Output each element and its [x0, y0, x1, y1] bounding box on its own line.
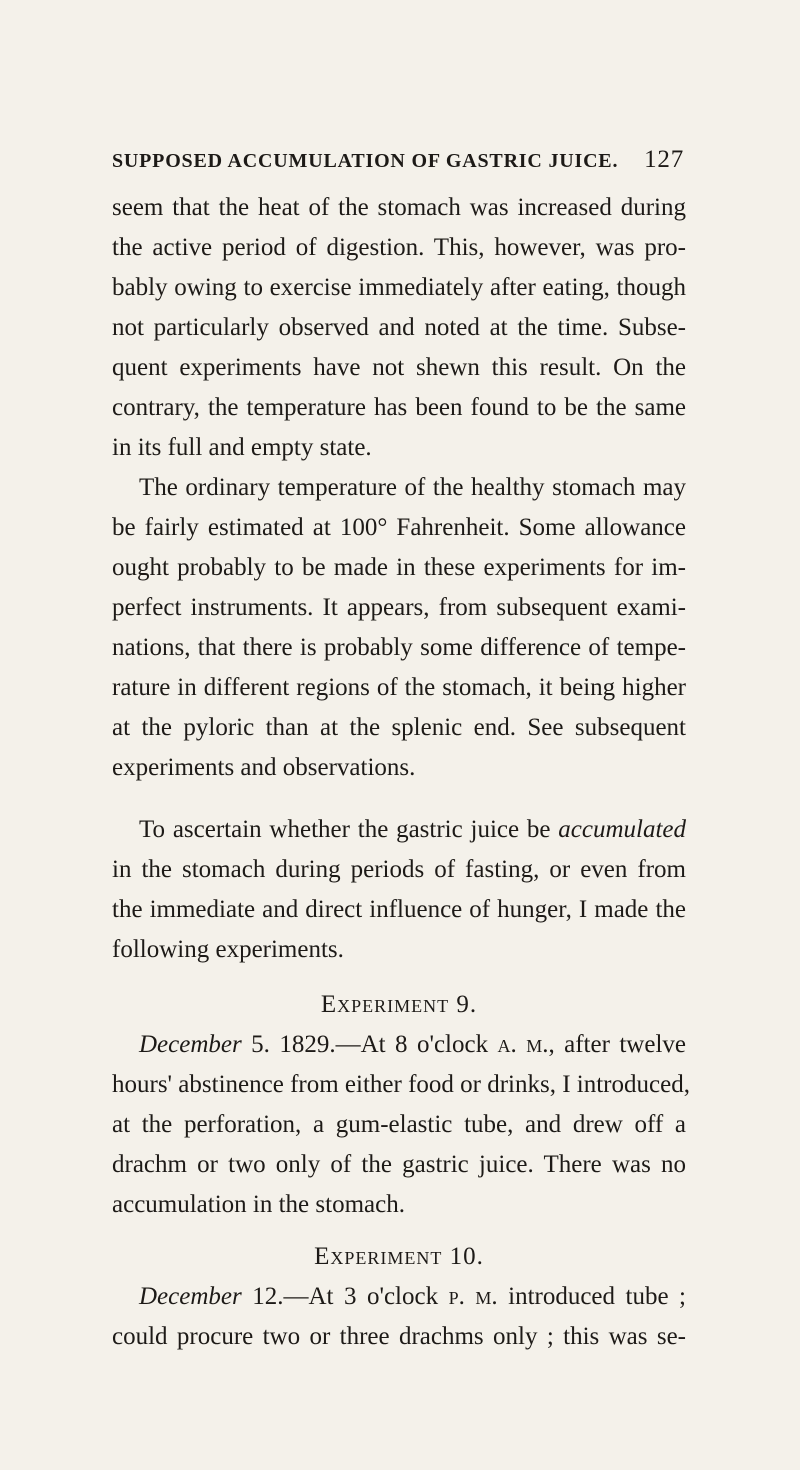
- running-header: [112, 146, 684, 173]
- text-line: following experiments.: [112, 936, 344, 963]
- text-line: be fairly estimated at 100° Fahrenheit. Some allowance: [112, 514, 686, 541]
- text-line: drachm or two only of the gastric juice. There was no: [112, 1151, 686, 1178]
- text-line: accumulation in the stomach.: [112, 1191, 405, 1218]
- text-line: not particularly observed and noted at the time. Subse-: [112, 314, 686, 341]
- text-line: To ascertain whether the gastric juice be accumulated: [139, 816, 686, 843]
- text-line: The ordinary temperature of the healthy stomach may: [139, 474, 686, 501]
- text-line: ought probably to be made in these experiments for im-: [112, 554, 686, 581]
- italic-word: accumulated: [558, 816, 686, 843]
- text-line: contrary, the temperature has been found to be the same: [112, 394, 686, 421]
- text-line: December 12.—At 3 o'clock p. m. introduced tube ;: [139, 1283, 686, 1310]
- text-line: quent experiments have not shewn this result. On the: [112, 354, 686, 381]
- text-line: seem that the heat of the stomach was increased during: [112, 194, 686, 221]
- text-line: bably owing to exercise immediately after eating, though: [112, 274, 686, 301]
- page-number: 127: [644, 146, 684, 173]
- text-line: in its full and empty state.: [112, 434, 372, 461]
- text-line: perfect instruments. It appears, from subsequent exami-: [112, 594, 686, 621]
- text-line: December 5. 1829.—At 8 o'clock a. m., after twelve: [139, 1031, 686, 1058]
- text-line: in the stomach during periods of fasting, or even from: [112, 856, 686, 883]
- text-line: at the perforation, a gum-elastic tube, and drew off a: [112, 1111, 686, 1138]
- text-line: the active period of digestion. This, however, was pro-: [112, 234, 686, 261]
- experiment-heading: Experiment 9.: [320, 991, 478, 1018]
- text-line: at the pyloric than at the splenic end. See subsequent: [112, 714, 686, 741]
- text-line: could procure two or three drachms only ; this was se-: [112, 1323, 686, 1350]
- text-line: hours' abstinence from either food or drinks, I introduced,: [112, 1071, 690, 1098]
- text-line: the immediate and direct influence of hunger, I made the: [112, 896, 686, 923]
- text-line: rature in different regions of the stomach, it being higher: [112, 674, 686, 701]
- text-line: experiments and observations.: [112, 754, 416, 781]
- running-title: SUPPOSED ACCUMULATION OF GASTRIC JUICE.: [112, 150, 619, 172]
- experiment-heading: Experiment 10.: [314, 1243, 484, 1270]
- text-line: nations, that there is probably some difference of tempe-: [112, 634, 686, 661]
